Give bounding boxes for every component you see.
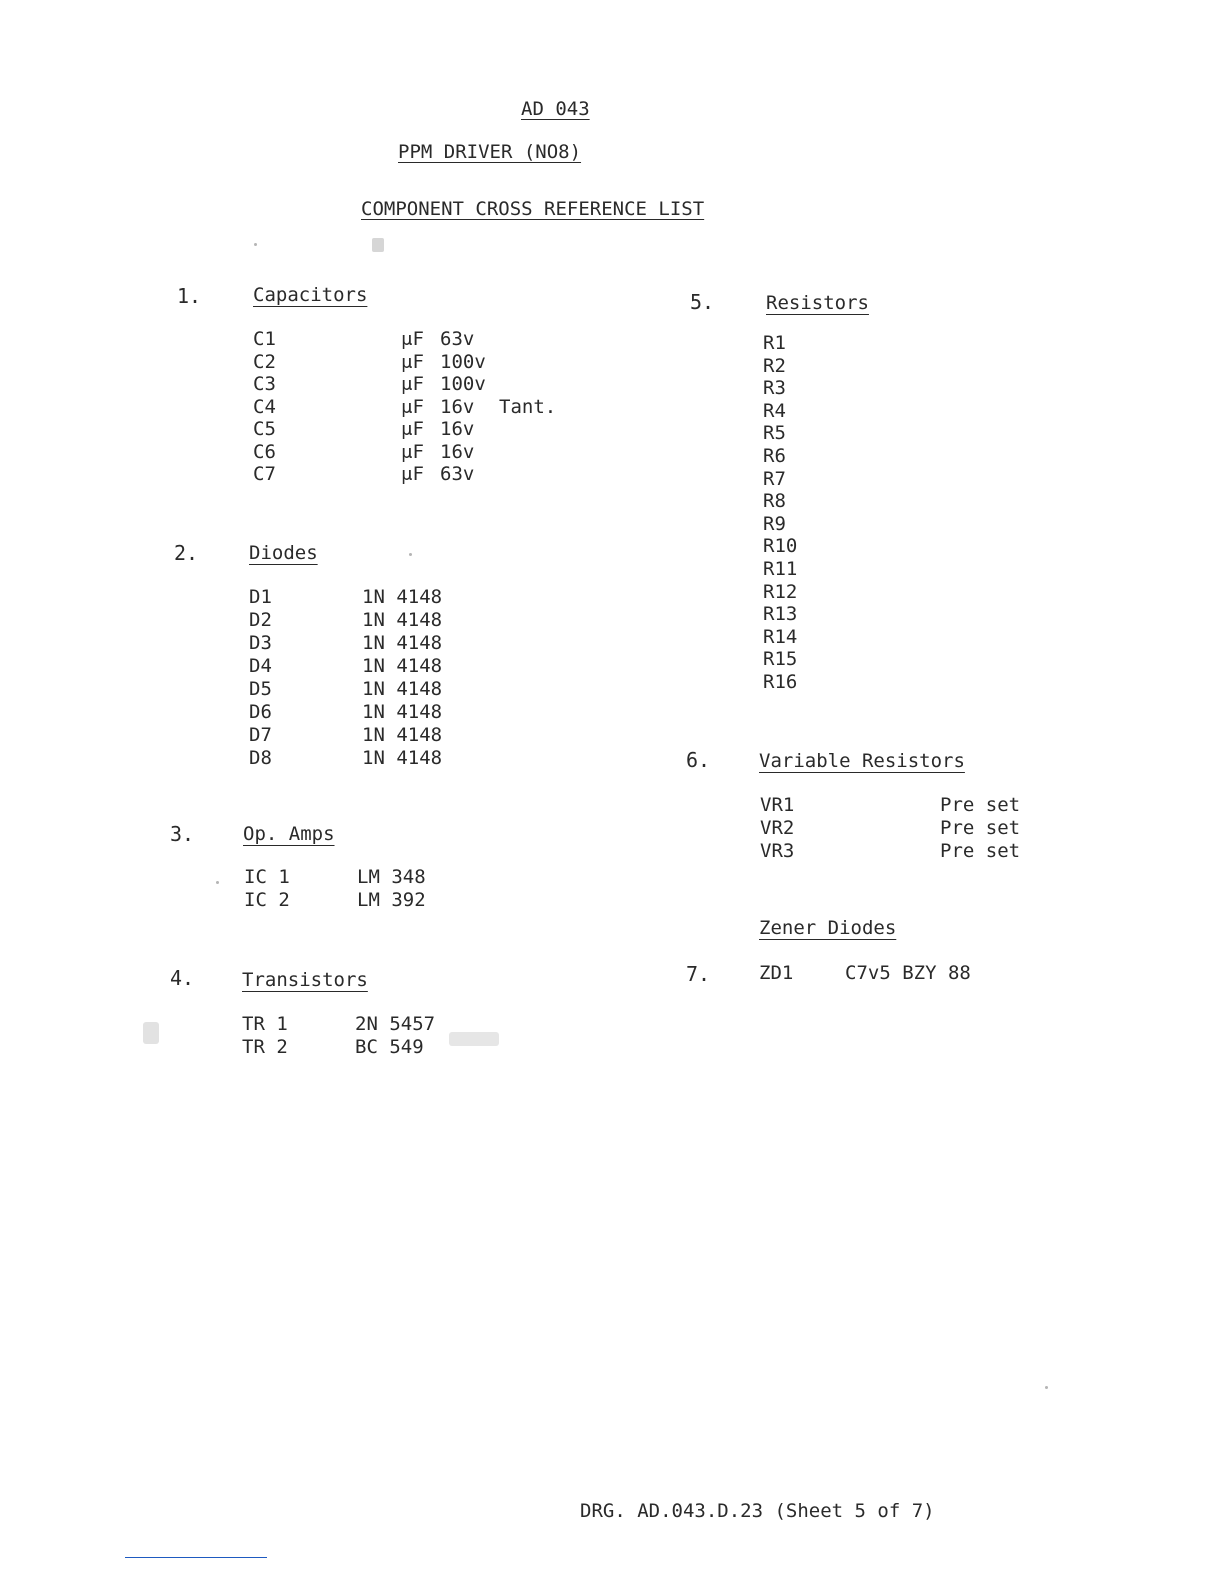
- part-number: 1N 4148: [362, 747, 443, 769]
- page-title: COMPONENT CROSS REFERENCE LIST: [361, 198, 705, 220]
- component-ref: R13: [763, 603, 798, 626]
- unit: μF: [401, 418, 424, 440]
- voltage-rating: 16v: [440, 418, 475, 440]
- part-number: 1N 4148: [362, 701, 443, 723]
- section-number: 6.: [686, 748, 711, 772]
- scan-speck: [372, 238, 384, 252]
- component-ref: R3: [763, 377, 786, 400]
- component-ref: ZD1: [759, 962, 794, 984]
- section-heading: Variable Resistors: [759, 750, 965, 772]
- scan-speck: [143, 1022, 159, 1044]
- part-number: LM 392: [357, 889, 426, 911]
- part-number: C7v5 BZY 88: [845, 962, 971, 984]
- component-ref: R16: [763, 671, 798, 693]
- drawing-reference: DRG. AD.043.D.23 (Sheet 5 of 7): [580, 1500, 935, 1522]
- unit: μF: [401, 463, 424, 485]
- voltage-rating: 63v: [440, 328, 475, 350]
- section-heading: Capacitors: [253, 284, 368, 306]
- component-ref: D2: [249, 609, 272, 631]
- note: Tant.: [499, 395, 557, 418]
- scan-speck: [216, 881, 219, 884]
- component-ref: R14: [763, 625, 798, 648]
- component-ref: R9: [763, 512, 786, 535]
- unit: μF: [401, 440, 424, 463]
- part-number: 2N 5457: [355, 1013, 436, 1035]
- section-heading: Resistors: [766, 292, 869, 314]
- section-number: 4.: [170, 966, 195, 990]
- scan-speck: [409, 553, 412, 556]
- voltage-rating: 100v: [440, 350, 486, 373]
- component-ref: R10: [763, 535, 798, 558]
- section-number: 2.: [174, 541, 199, 565]
- unit: μF: [401, 395, 424, 418]
- component-ref: D1: [249, 586, 272, 608]
- component-ref: R12: [763, 580, 798, 603]
- component-ref: R8: [763, 490, 786, 513]
- component-ref: C4: [253, 395, 276, 418]
- resistor-type: Pre set: [940, 817, 1021, 839]
- component-ref: IC 1: [244, 866, 290, 888]
- component-ref: C5: [253, 418, 276, 440]
- component-ref: R6: [763, 445, 786, 467]
- section-number: 1.: [177, 284, 202, 308]
- resistor-type: Pre set: [940, 794, 1021, 816]
- component-ref: VR2: [760, 817, 795, 839]
- divider: [125, 1557, 267, 1558]
- part-number: 1N 4148: [362, 632, 443, 654]
- component-ref: D4: [249, 655, 272, 677]
- voltage-rating: 100v: [440, 373, 486, 395]
- scan-speck: [254, 243, 257, 246]
- component-ref: R15: [763, 648, 798, 671]
- voltage-rating: 16v: [440, 395, 475, 418]
- part-number: 1N 4148: [362, 655, 443, 677]
- component-ref: IC 2: [244, 889, 290, 911]
- component-ref: R1: [763, 332, 786, 354]
- unit: μF: [401, 350, 424, 373]
- component-ref: C2: [253, 350, 276, 373]
- component-ref: D3: [249, 632, 272, 654]
- component-ref: D7: [249, 724, 272, 746]
- section-heading: Zener Diodes: [759, 917, 897, 939]
- component-ref: C3: [253, 373, 276, 395]
- part-number: LM 348: [357, 866, 426, 888]
- scan-speck: [449, 1032, 499, 1046]
- component-ref: TR 1: [242, 1013, 288, 1035]
- unit: μF: [401, 373, 424, 395]
- component-ref: C6: [253, 440, 276, 463]
- unit: μF: [401, 328, 424, 350]
- component-ref: C7: [253, 463, 276, 485]
- document-subtitle: PPM DRIVER (NO8): [398, 141, 582, 163]
- section-number: 5.: [690, 290, 715, 314]
- component-ref: C1: [253, 328, 276, 350]
- component-ref: R2: [763, 354, 786, 377]
- part-number: 1N 4148: [362, 586, 443, 608]
- component-ref: TR 2: [242, 1036, 288, 1058]
- component-ref: D5: [249, 678, 272, 700]
- document-id: AD 043: [521, 98, 590, 120]
- part-number: BC 549: [355, 1036, 424, 1058]
- component-ref: R11: [763, 558, 798, 580]
- part-number: 1N 4148: [362, 724, 443, 746]
- section-heading: Diodes: [249, 542, 318, 564]
- voltage-rating: 63v: [440, 463, 475, 485]
- component-ref: R5: [763, 422, 786, 445]
- component-ref: R7: [763, 467, 786, 490]
- part-number: 1N 4148: [362, 678, 443, 700]
- component-ref: D8: [249, 747, 272, 769]
- component-ref: D6: [249, 701, 272, 723]
- resistor-type: Pre set: [940, 840, 1021, 862]
- voltage-rating: 16v: [440, 440, 475, 463]
- section-heading: Op. Amps: [243, 823, 335, 845]
- scan-speck: [1045, 1386, 1048, 1389]
- part-number: 1N 4148: [362, 609, 443, 631]
- component-ref: VR1: [760, 794, 795, 816]
- section-heading: Transistors: [242, 969, 368, 991]
- section-number: 7.: [686, 962, 711, 986]
- component-ref: R4: [763, 399, 786, 422]
- section-number: 3.: [170, 822, 195, 846]
- component-ref: VR3: [760, 840, 795, 862]
